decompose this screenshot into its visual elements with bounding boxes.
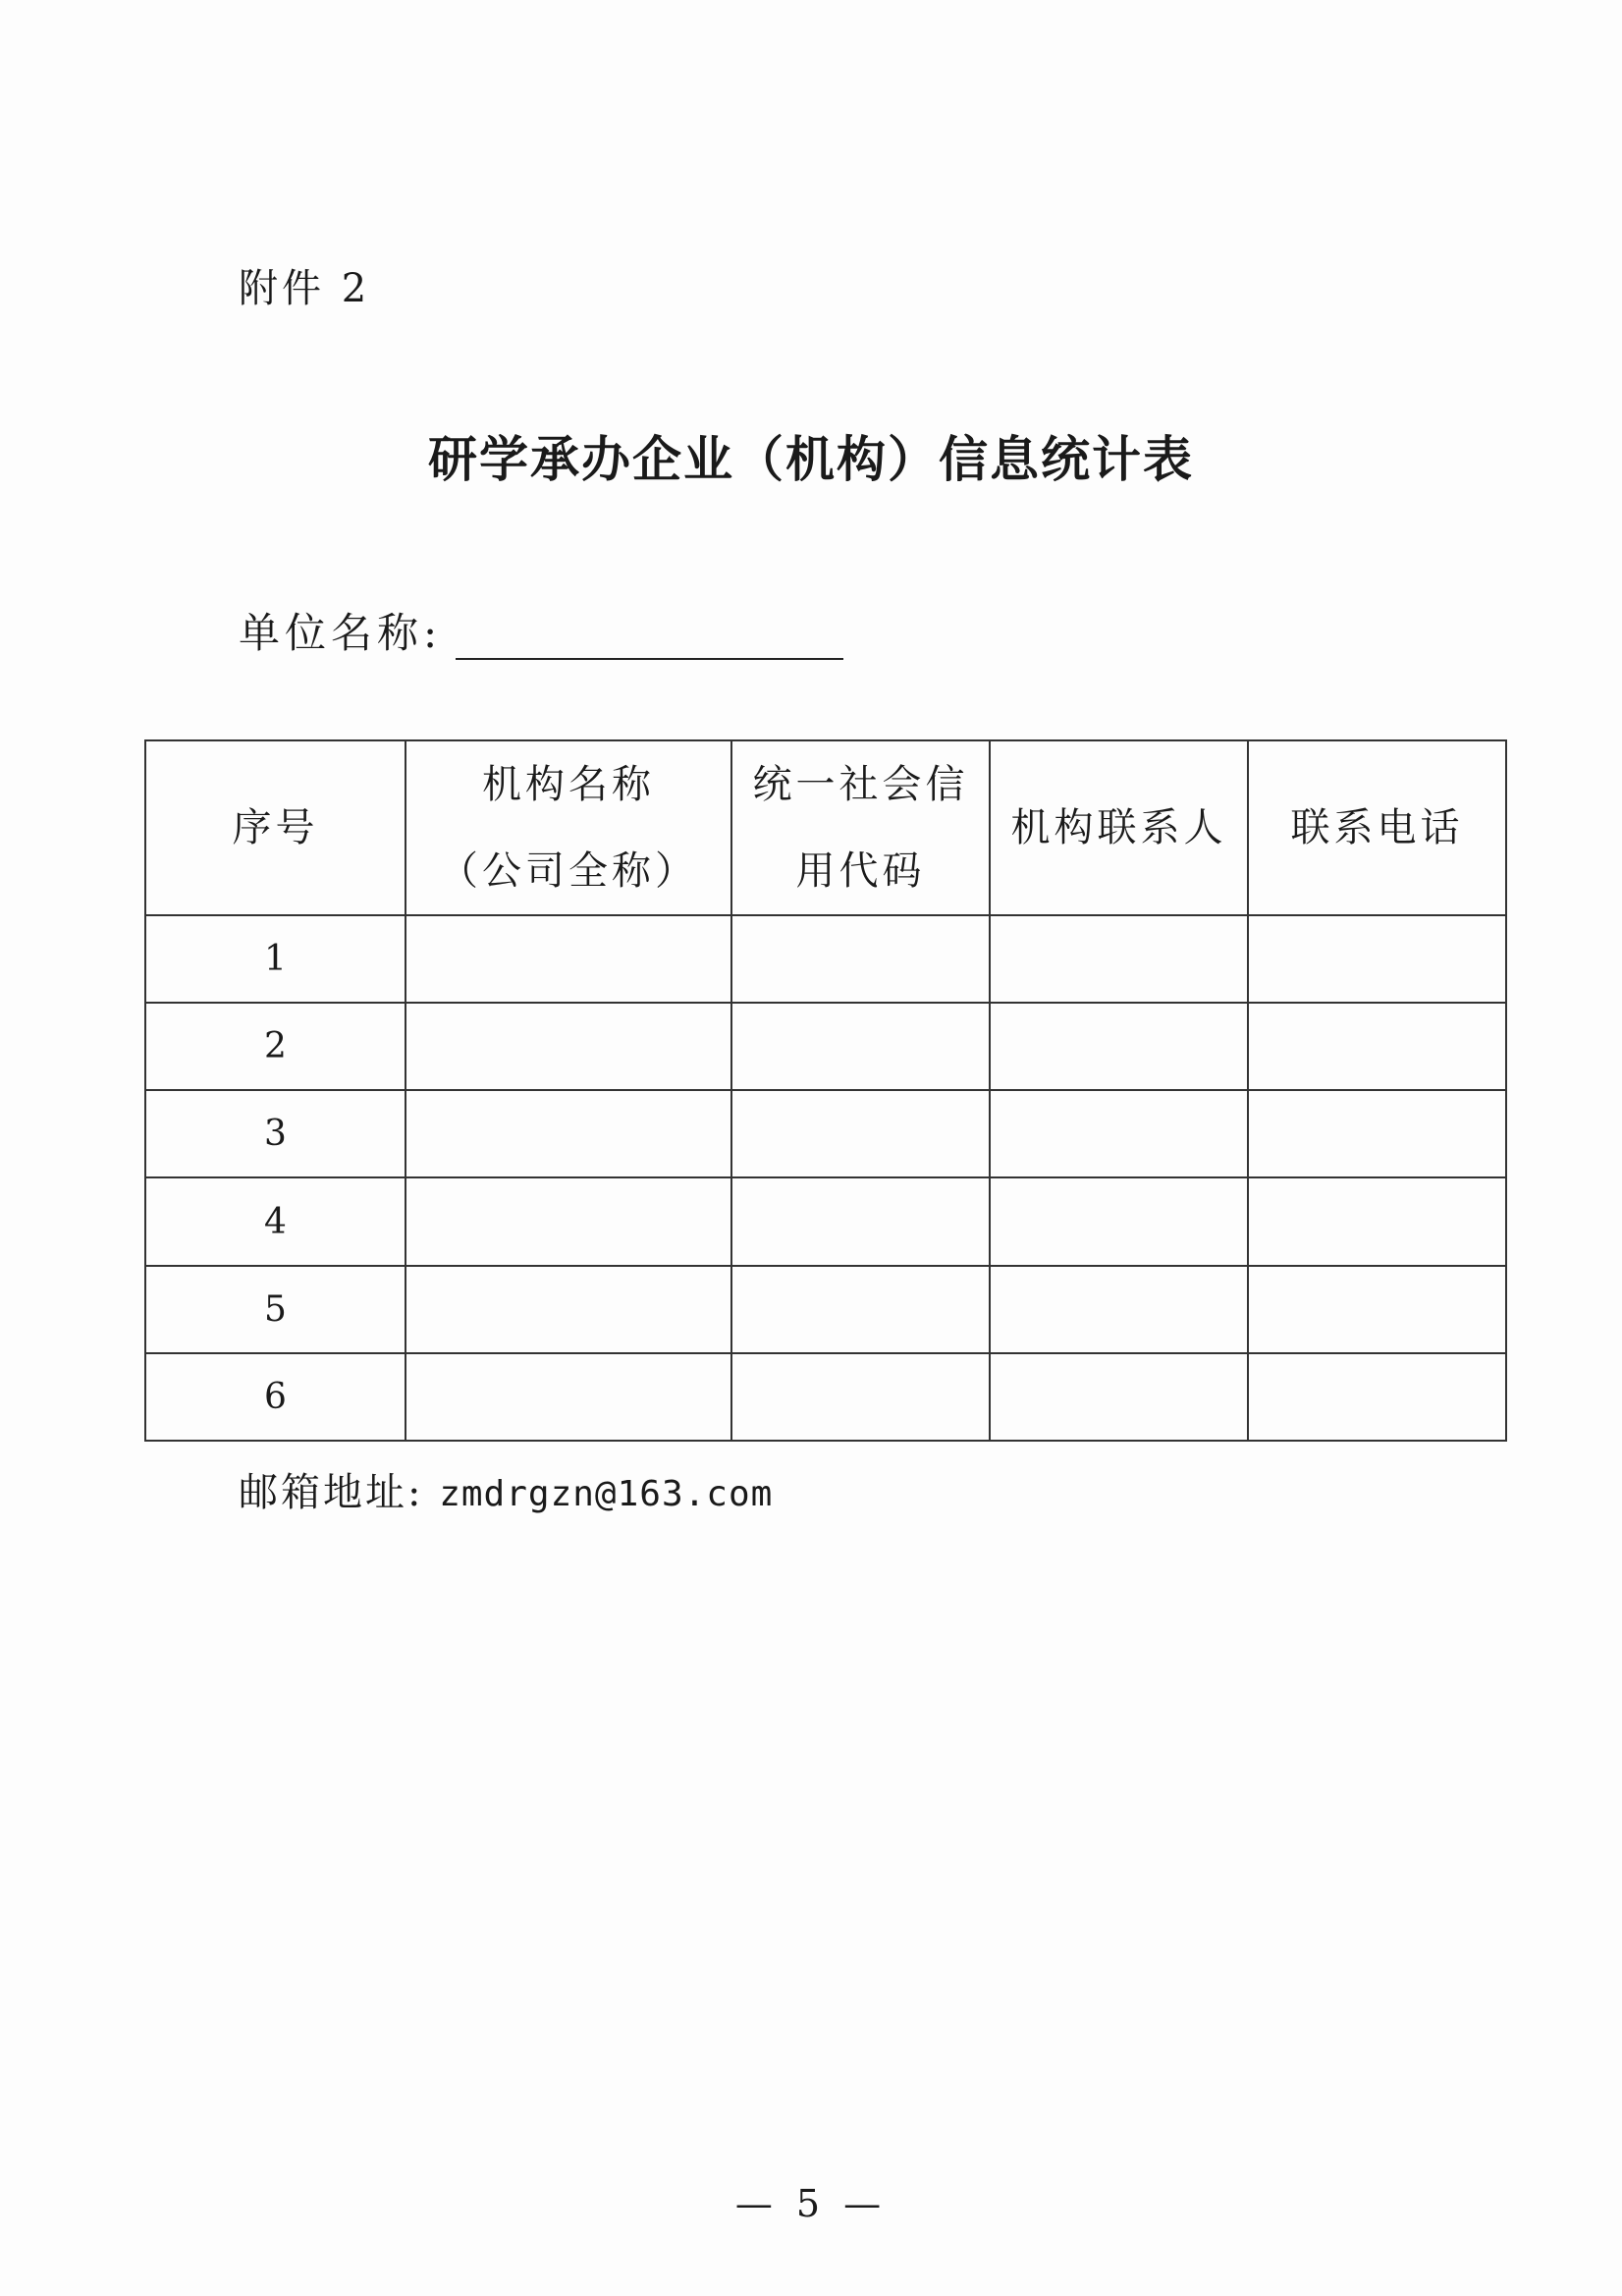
cell-credit-code[interactable] xyxy=(731,1177,990,1265)
unit-name-line xyxy=(239,601,843,660)
header-seq xyxy=(145,740,406,915)
unit-name-label: 单位名称: xyxy=(239,609,443,657)
cell-phone[interactable] xyxy=(1248,1003,1506,1090)
header-phone xyxy=(1248,740,1506,915)
table-header-row xyxy=(145,740,1506,915)
cell-org-name[interactable] xyxy=(406,1266,731,1353)
cell-org-name[interactable] xyxy=(406,1090,731,1177)
table-row xyxy=(145,1090,1506,1177)
cell-contact[interactable] xyxy=(990,1177,1248,1265)
email-address[interactable]: zmdrgzn@163.com xyxy=(439,1474,774,1514)
row-seq: 2 xyxy=(145,1003,406,1090)
cell-credit-code[interactable] xyxy=(731,915,990,1003)
cell-phone[interactable] xyxy=(1248,1266,1506,1353)
cell-org-name[interactable] xyxy=(406,1353,731,1441)
header-org-name xyxy=(406,740,731,915)
cell-contact[interactable] xyxy=(990,1003,1248,1090)
cell-credit-code[interactable] xyxy=(731,1003,990,1090)
header-credit-code xyxy=(731,740,990,915)
cell-credit-code[interactable] xyxy=(731,1266,990,1353)
row-seq: 5 xyxy=(145,1266,406,1353)
cell-org-name[interactable] xyxy=(406,1003,731,1090)
cell-org-name[interactable] xyxy=(406,915,731,1003)
header-seq-line-1: 序号 xyxy=(232,805,319,850)
cell-contact[interactable] xyxy=(990,1090,1248,1177)
email-label: 邮箱地址: xyxy=(239,1470,424,1515)
cell-credit-code[interactable] xyxy=(731,1090,990,1177)
table-row xyxy=(145,915,1506,1003)
cell-credit-code[interactable] xyxy=(731,1353,990,1441)
header-contact-line-1: 机构联系人 xyxy=(1010,805,1227,850)
cell-phone[interactable] xyxy=(1248,915,1506,1003)
cell-phone[interactable] xyxy=(1248,1177,1506,1265)
header-org-name-line-2: （公司全称） xyxy=(439,848,698,894)
header-phone-line-1: 联系电话 xyxy=(1290,805,1464,850)
page-number: — 5 — xyxy=(734,2182,888,2225)
cell-contact[interactable] xyxy=(990,1353,1248,1441)
cell-contact[interactable] xyxy=(990,1266,1248,1353)
email-line xyxy=(239,1461,773,1517)
table-row xyxy=(145,1266,1506,1353)
table-row xyxy=(145,1177,1506,1265)
unit-name-blank[interactable] xyxy=(456,615,843,660)
row-seq: 4 xyxy=(145,1177,406,1265)
attachment-label: 附件 2 xyxy=(239,266,371,311)
row-seq: 3 xyxy=(145,1090,406,1177)
cell-org-name[interactable] xyxy=(406,1177,731,1265)
row-seq: 1 xyxy=(145,915,406,1003)
document-title: 研学承办企业（机构）信息统计表 xyxy=(428,431,1194,488)
table-row xyxy=(145,1353,1506,1441)
row-seq: 6 xyxy=(145,1353,406,1441)
header-credit-code-line-1: 统一社会信 xyxy=(752,762,969,807)
cell-phone[interactable] xyxy=(1248,1090,1506,1177)
info-table xyxy=(144,739,1507,1442)
header-org-name-line-1: 机构名称 xyxy=(482,762,655,807)
table-row xyxy=(145,1003,1506,1090)
header-contact xyxy=(990,740,1248,915)
header-credit-code-line-2: 用代码 xyxy=(795,848,926,894)
cell-phone[interactable] xyxy=(1248,1353,1506,1441)
cell-contact[interactable] xyxy=(990,915,1248,1003)
